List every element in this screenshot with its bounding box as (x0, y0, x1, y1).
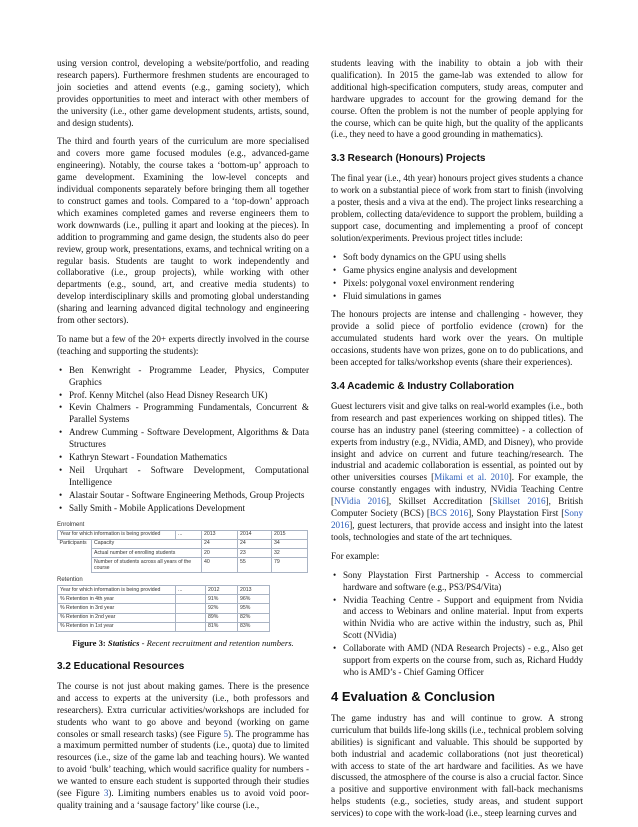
table-cell: 32 (272, 549, 308, 558)
paragraph: Guest lecturers visit and give talks on real-world examples (i.e., both from research and past experiences working on shipped titles). The course has an industry panel (steering committee) - a collection of experts from industry (e.g., NVidia, AMD, and Disney), who provide insight and advice on current and future teaching/research. The industrial and academic collaboration is essential, as pointed out by other universities courses [Mikami et al. 2010]. For example, the course constantly engages with industry, NVidia Teaching Centre [NVidia 2016], Skillset Accreditation [Skillset 2016], British Computer Society (BCS) [BCS 2016], Sony Playstation First [Sony 2016], guest lecturers, that provide access and insight into the latest tools, technologies and state of the art techniques. (331, 400, 584, 542)
caption-text: - Recent recruitment and retention numbers. (139, 637, 294, 648)
caption-label: Figure 3: (72, 637, 106, 648)
list-item: • Kevin Chalmers - Programming Fundamentals, Concurrent & Parallel Systems (57, 402, 309, 426)
table-row (58, 530, 308, 539)
table-cell: 95% (238, 604, 270, 613)
table-cell: 82% (238, 613, 270, 622)
retention-title: Retention (57, 577, 83, 583)
paragraph: The honours projects are intense and challenging - however, they provide a solid piece of portfolio evidence (crown) for the accumulated students hard work over the years. On multiple occasions, students have won prizes, gone on to do publications, and been accepted for talks/workshop events (share their experiences). (331, 309, 583, 368)
table-cell: 23 (238, 549, 272, 558)
paragraph: For example: (331, 550, 380, 561)
list-item: • Game physics engine analysis and development (331, 265, 583, 277)
table-cell: Year for which information is being provided (58, 530, 176, 539)
paragraph: The course is not just about making games. There is the presence and access to experts at the university (i.e., both professors and researchers). Extra curricular activities/workshops are included for students who want to go above and beyond (working on game consoles or small research tasks) (see Figure 5). The programme has a maximum permitted number of students (i.e., quota) due to limited resources (i.e., size of the game lab and teaching hours). We wanted to avoid ‘bulk’ teaching, which would sacrifice quality for numbers - we wanted to ensure each student is supported through their studies (see Figure 3). Limiting numbers enables us to avoid void poor-quality training and a ‘sausage factory’ like course (i.e., (57, 680, 309, 810)
right-column (331, 58, 583, 827)
table-cell: % Retention in 2nd year (58, 613, 176, 622)
table-cell: 96% (238, 595, 270, 604)
paragraph: The third and fourth years of the curriculum are more specialised and covers more game focused modules (e.g., advanced-game engineering). Notably, the course takes a ‘bottom-up’ approach to game development. Examining the low-level concepts and individual components separately before bringing them all together to construct games and tools. Compared to a ‘top-down’ approach which examines completed games and reverse engineers them to work downwards (i.e., pulling it apart and looking at the pieces). In addition to programming and game design, the students also do peer review, group work, presentations, exams, and technical writing on a regular basis. Students are taught to work independently and collaborative (i.e., group projects), while working with other departments (e.g., sound, art, and creative media students) to develop interdisciplinary skills and promoting global understanding (sharing and learning advanced digital technology and engineering from other sectors). (57, 136, 309, 326)
table-cell: Number of students across all years of the course (92, 558, 202, 573)
list-item: • Prof. Kenny Mitchel (also Head Disney Research UK) (57, 390, 309, 402)
paragraph: The game industry has and will continue to grow. A strong curriculum that builds life-long skills (i.e., technical problem solving abilities) is significant and valuable. This should be supported by both industrial and academic collaborations (not just theoretical) with access to state of the art hardware and facilities. As we have discussed, the atmosphere of the course is also a crucial factor. Since a positive and supportive environment with fall-back mechanisms helps students (e.g., societies, study areas, and student support services) to cope with the work-load (i.e., steep learning curves and (331, 712, 583, 819)
list-item: • Alastair Soutar - Software Engineering Methods, Group Projects (57, 490, 309, 502)
left-column (57, 58, 309, 819)
section-heading: 3.4 Academic & Industry Collaboration (331, 380, 515, 392)
table-cell: 55 (238, 558, 272, 573)
section-heading: 3.3 Research (Honours) Projects (331, 153, 486, 165)
table-cell: Actual number of enrolling students (92, 549, 202, 558)
table-cell: % Retention in 4th year (58, 595, 176, 604)
citation-link[interactable]: Skillset 2016 (492, 496, 546, 507)
section-heading: 3.2 Educational Resources (57, 660, 185, 672)
table-cell: 40 (202, 558, 238, 573)
table-cell: ... (176, 530, 202, 539)
table-cell: 81% (206, 622, 238, 631)
list-item: • Soft body dynamics on the GPU using shells (331, 252, 583, 264)
enrolment-title: Enrolment (57, 521, 85, 528)
table-cell: 2014 (238, 530, 272, 539)
list-item: • Sony Playstation First Partnership - Access to commercial hardware and software (e.g., PS3/PS4/Vita) (331, 570, 583, 594)
retention-table (57, 585, 270, 632)
list-item: • Andrew Cumming - Software Development, Algorithms & Data Structures (57, 427, 309, 451)
list-item: • Sally Smith - Mobile Applications Development (57, 503, 309, 515)
table-cell: 79 (272, 558, 308, 573)
table-row (58, 595, 270, 604)
table-cell: 24 (238, 539, 272, 548)
list-item: • Pixels: polygonal voxel environment rendering (331, 278, 583, 290)
table-row (58, 558, 308, 573)
list-item: • Fluid simulations in games (331, 291, 583, 303)
citation-link[interactable]: Sony 2016 (331, 508, 583, 530)
table-row (58, 586, 270, 595)
figure-ref-link[interactable]: 5 (223, 728, 228, 739)
paragraph: The final year (i.e., 4th year) honours project gives students a chance to work on a substantial piece of work from start to finish (involving a poster, thesis and a viva at the end). The project links researching a problem, collecting data/evidence to support the problem, building a support case, documenting and implementing a proof of concept solution/experiments. Previous project titles include: (331, 173, 583, 243)
table-cell: 24 (202, 539, 238, 548)
list-item: • Collaborate with AMD (NDA Research Projects) - e.g., Also get support from experts on the course from, such as, Richard Huddy who is AMD’s - Chief Gaming Officer (331, 643, 583, 679)
table-row (58, 622, 270, 631)
table-row (58, 539, 308, 548)
experts-list (57, 365, 309, 515)
paragraph: To name but a few of the 20+ experts directly involved in the course (teaching and supporting the students): (57, 333, 309, 356)
caption-title: Statistics (107, 637, 140, 648)
projects-list (331, 252, 583, 303)
citation-link[interactable]: BCS 2016 (429, 508, 469, 519)
citation-link[interactable]: NVidia 2016 (334, 496, 386, 507)
table-cell: % Retention in 1st year (58, 622, 176, 631)
table-cell: % Retention in 3rd year (58, 604, 176, 613)
figure-caption (57, 638, 309, 649)
table-cell: Year for which information is being provided (58, 586, 176, 595)
figure-ref-link[interactable]: 3 (103, 788, 109, 799)
table-cell: 2015 (272, 530, 308, 539)
citation-link[interactable]: Mikami et al. 2010 (434, 472, 509, 483)
table-cell: 91% (206, 595, 238, 604)
table-cell: Capacity (92, 539, 202, 548)
table-cell: 92% (206, 604, 238, 613)
list-item: • Ben Kenwright - Programme Leader, Physics, Computer Graphics (57, 365, 309, 389)
examples-list (331, 570, 583, 679)
statistics-figure (57, 522, 309, 632)
table-cell: ... (176, 586, 206, 595)
paragraph: students leaving with the inability to obtain a job with their qualification). In 2015 the game-lab was extended to allow for additional high-specification computers, study areas, computer and hardware upgrades to account for the growing demand for the course. Often the problem is not the number of people applying for the course, which can be quite high, but the quality of the applicants (i.e., they need to have a good grounding in mathematics). (331, 58, 583, 140)
paragraph: using version control, developing a website/portfolio, and reading research papers). Furthermore freshmen students are encouraged to join societies and attend events (e.g., gaming society), which provides opportunities to meet and interact with other members of the university (i.e., other game development students, artists, sound, and design students). (57, 58, 309, 128)
table-row (58, 604, 270, 613)
table-cell: 2013 (202, 530, 238, 539)
section-heading: 4 Evaluation & Conclusion (331, 688, 495, 704)
list-item: • Nvidia Teaching Centre - Support and equipment from Nvidia and access to Webinars and online material. Input from experts within Nvidia who are active within the industry, such as, Phil Scott (NVidia) (331, 595, 583, 643)
table-cell: 34 (272, 539, 308, 548)
table-cell: 83% (238, 622, 270, 631)
enrolment-table (57, 530, 308, 573)
table-cell: 89% (206, 613, 238, 622)
table-cell: Participants (59, 540, 87, 547)
table-cell: 2012 (206, 586, 238, 595)
table-row (58, 549, 308, 558)
list-item: • Kathryn Stewart - Foundation Mathematics (57, 452, 309, 464)
table-cell: 2013 (238, 586, 270, 595)
table-cell: 20 (202, 549, 238, 558)
table-row (58, 613, 270, 622)
list-item: • Neil Urquhart - Software Development, Computational Intelligence (57, 465, 309, 489)
